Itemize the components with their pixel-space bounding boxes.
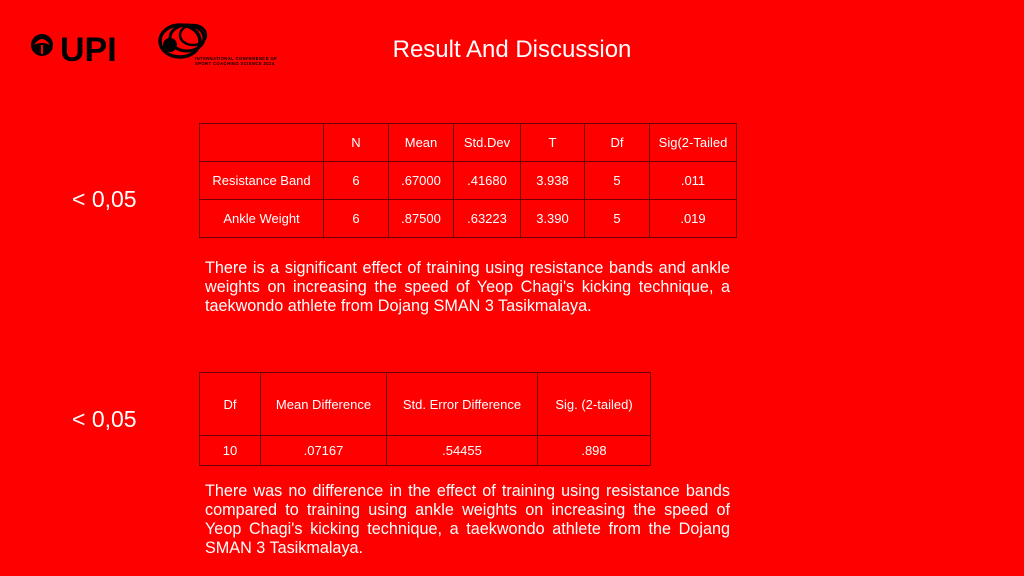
table-cell: 10 xyxy=(200,436,261,466)
table-header-cell: Mean Difference xyxy=(261,373,387,436)
conference-logo-text: INTERNATIONAL CONFERENCE OF SPORT COACHING SCIENCE 2024 xyxy=(195,56,278,67)
table-cell: .41680 xyxy=(454,162,521,200)
table-cell: .54455 xyxy=(387,436,538,466)
significance-note-2: < 0,05 xyxy=(72,406,137,432)
table-header-cell: Df xyxy=(200,373,261,436)
table-cell: .67000 xyxy=(389,162,454,200)
table-header-cell: Df xyxy=(585,124,650,162)
table-row xyxy=(200,162,737,200)
table-header-cell: Sig(2-Tailed xyxy=(650,124,737,162)
table-header-cell: Sig. (2-tailed) xyxy=(538,373,651,436)
table-header-row xyxy=(200,373,651,436)
table-cell: Ankle Weight xyxy=(200,200,324,238)
table-cell: 5 xyxy=(585,162,650,200)
significance-note-1: < 0,05 xyxy=(72,186,137,212)
table-header-cell: Mean xyxy=(389,124,454,162)
table-cell: .011 xyxy=(650,162,737,200)
conclusion-paragraph-1: There is a significant effect of training using resistance bands and ankle weights on increasing the speed of Yeop Chagi's kicking technique, a taekwondo athlete from Dojang SMAN 3 Tasikmalaya. xyxy=(205,259,730,315)
table-header-cell: Std.Dev xyxy=(454,124,521,162)
slide-title: Result And Discussion xyxy=(392,36,632,63)
table-cell: .63223 xyxy=(454,200,521,238)
table-cell: 5 xyxy=(585,200,650,238)
table-row xyxy=(200,200,737,238)
table-cell: 3.938 xyxy=(521,162,585,200)
table-cell: .019 xyxy=(650,200,737,238)
table-row xyxy=(200,436,651,466)
table-cell: Resistance Band xyxy=(200,162,324,200)
table-cell: 6 xyxy=(324,162,389,200)
independent-t-test-table xyxy=(199,372,651,466)
conclusion-paragraph-2: There was no difference in the effect of training using resistance bands compared to training using ankle weights on increasing the speed of Yeop Chagi's kicking technique, a taekwondo athlete from the Dojang SMAN 3 Tasikmalaya. xyxy=(205,482,730,557)
table-cell: .07167 xyxy=(261,436,387,466)
paired-t-test-table xyxy=(199,123,737,238)
table-header-cell: N xyxy=(324,124,389,162)
table-cell: 6 xyxy=(324,200,389,238)
table-cell: .898 xyxy=(538,436,651,466)
table-header-cell xyxy=(200,124,324,162)
table-header-row xyxy=(200,124,737,162)
table-cell: .87500 xyxy=(389,200,454,238)
table-header-cell: T xyxy=(521,124,585,162)
table-cell: 3.390 xyxy=(521,200,585,238)
table-header-cell: Std. Error Difference xyxy=(387,373,538,436)
upi-logo-text: UPI xyxy=(60,31,117,68)
